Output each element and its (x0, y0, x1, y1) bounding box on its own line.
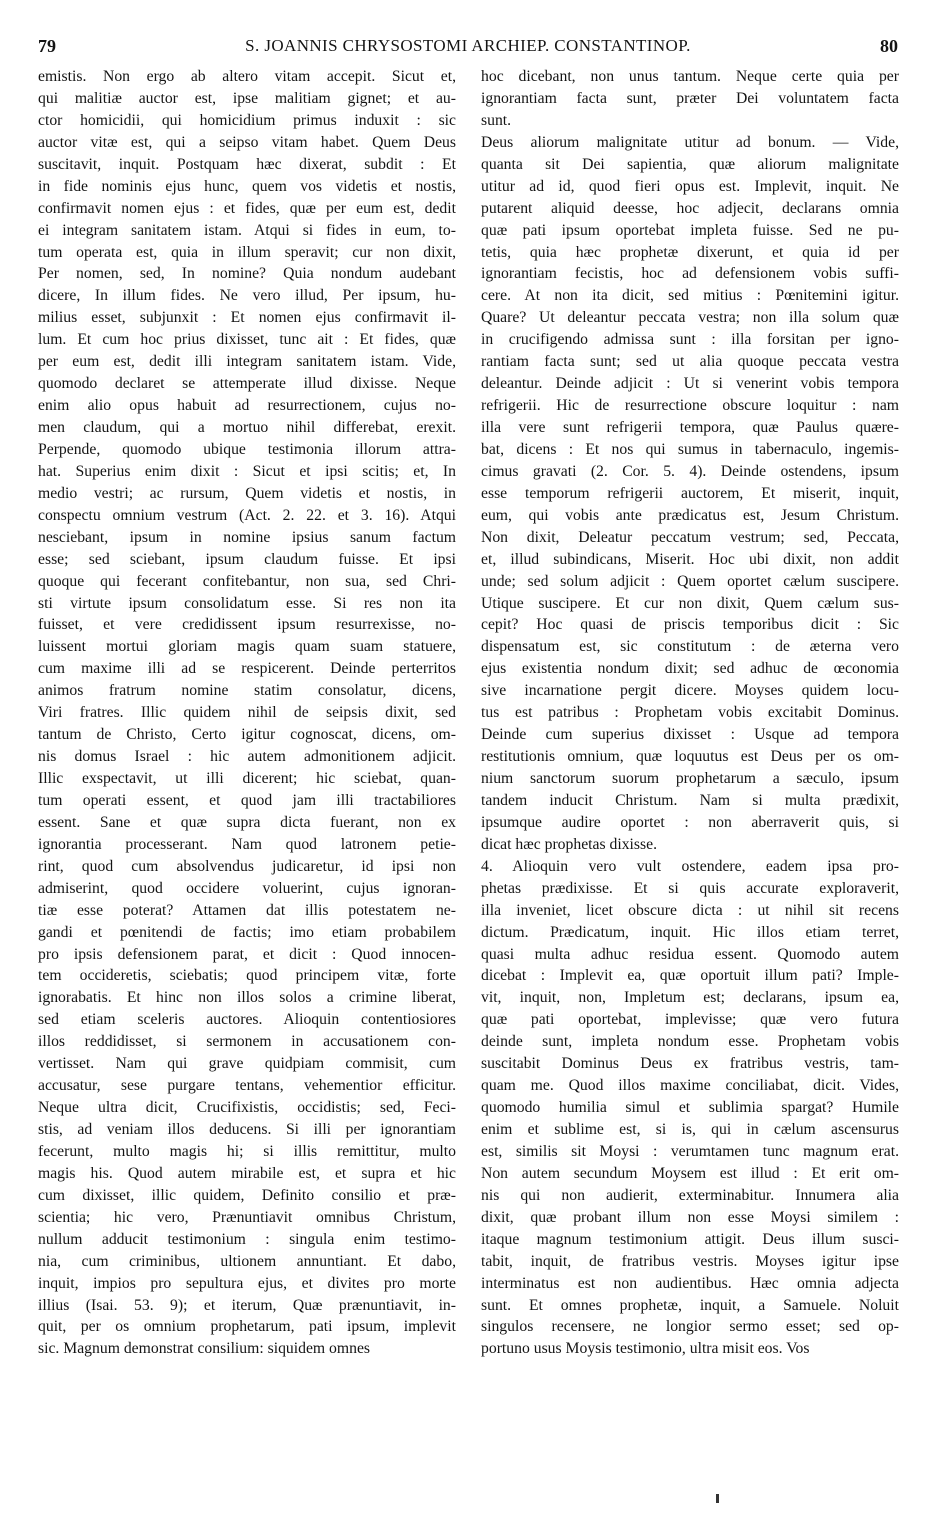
text-line: fecerunt, multo magis hi; si illis remittitur, multo (38, 1142, 456, 1160)
print-mark (716, 1494, 719, 1503)
text-line: tetis, quia hæc prophetæ dixerunt, et quia id per (481, 243, 899, 261)
text-line: esse; sed sciebant, ipsum claudum fuisse. Et ipsi (38, 550, 456, 568)
text-line: sive incarnatione pergit dicere. Moyses quidem locu- (481, 682, 899, 700)
text-line: quoque qui fecerant confitebantur, non sua, sed Chri- (38, 572, 456, 590)
text-line: ignorantia processerant. Nam quod latronem petie- (38, 835, 456, 853)
text-line: putarent aliquid deesse, hoc adjecit, declarans omnia (481, 199, 899, 217)
text-line: cere. At non ita dicit, sed mitius : Pœnitemini igitur. (481, 287, 899, 305)
text-line: nis domus Israel : hic autem admonitionem adjicit. (38, 748, 456, 766)
text-line: tabit, inquit, de fratribus vestris. Moyses igitur ipse (481, 1252, 899, 1270)
text-line: sic. Magnum demonstrat consilium: siquidem omnes (38, 1340, 371, 1358)
text-line: rantiam facta sunt; sed ut alia quoque peccata vestra (481, 353, 899, 371)
text-line: rint, quod cum absolvendus judicaretur, id ipsi non (38, 857, 456, 875)
text-line: pro ipsis defensionem parat, et dicit : Quod innocen- (38, 945, 456, 963)
text-line: ignorantiam facta sunt, præter Dei voluntatem facta (481, 89, 899, 107)
text-line: sed etiam sceleris auctores. Alioquin contentiosiores (38, 1011, 456, 1029)
text-line: dictum. Prædicatum, inquit. Hic illos etiam terret, (481, 923, 899, 941)
text-line: dixit, quæ probant illum non esse Moysi similem : (481, 1208, 899, 1226)
text-line: nis qui non audierit, exterminabitur. Innumera alia (481, 1186, 899, 1204)
page-number-left: 79 (38, 36, 56, 56)
text-line: et, illud subindicans, Miserit. Hoc ubi dixit, non addit (481, 550, 899, 568)
text-line: itaque magnum testimonium attigit. Deus illum susci- (481, 1230, 899, 1248)
text-line: dicebat : Implevit ea, quæ oportuit illum pati? Imple- (481, 967, 899, 985)
text-line: in fide nominis ejus hunc, quem vos videtis et nostis, (38, 177, 456, 195)
text-line: dicere, In illum fides. Ne vero illud, Per ipsum, hu- (38, 287, 456, 305)
text-line: tem occideretis, sciebatis; quod principem vitæ, forte (38, 967, 456, 985)
text-line: qui malitiæ auctor est, ipse malitiam gignet; et au- (38, 89, 456, 107)
text-line: singulos recensere, ne longior sermo esset; sed op- (481, 1318, 899, 1336)
text-line: tum operata est, quia in illum speravit; cur non dixit, (38, 243, 456, 261)
text-line: Deus aliorum malignitate utitur ad bonum. — Vide, (481, 133, 899, 151)
running-title: S. JOANNIS CHRYSOSTOMI ARCHIEP. CONSTANTINOP. (245, 36, 691, 55)
text-line: per eum est, dedit illi integram sanitatem istam. Vide, (38, 353, 456, 371)
text-line: gandi et pœnitendi de factis; imo etiam probabilem (38, 923, 456, 941)
text-line: 4. Alioquin vero vult ostendere, eadem ipsa pro- (481, 857, 899, 875)
text-line: esse temporum refrigerii auctorem, Et miserit, inquit, (481, 484, 899, 502)
text-line: bat, dicens : Et nos qui sumus in tabernaculo, ingemis- (481, 440, 899, 458)
text-line: quæ pati oportebat, implevisse; quæ vero futura (481, 1011, 899, 1029)
text-line: tum operati essent, et quod jam illi tractabiliores (38, 791, 456, 809)
text-line: fuisset, et vere credidissent ipsum resurrexisse, no- (38, 616, 456, 634)
text-line: inquit, impios pro sepultura ejus, et divites pro morte (38, 1274, 456, 1292)
text-line: restitutionis omnium, quæ loquutus est Deus per os om- (481, 748, 899, 766)
text-line: essent. Sane et quæ supra dicta fuerant, non ex (38, 813, 456, 831)
text-line: sunt. Et omnes prophetæ, inquit, a Samuele. Noluit (481, 1296, 899, 1314)
text-line: portuno usus Moysis testimonio, ultra misit eos. Vos (481, 1340, 810, 1358)
running-header (38, 36, 898, 62)
text-line: Per nomen, sed, In nomine? Quia nondum audebant (38, 265, 456, 283)
text-line: quomodo declaret se attemperate illud dixisse. Neque (38, 375, 456, 393)
text-line: Neque ultra dicit, Crucifixistis, occidistis; sed, Feci- (38, 1099, 456, 1117)
page-number-right: 80 (880, 36, 898, 56)
text-line: hoc dicebant, non unus tantum. Neque certe quia per (481, 68, 899, 85)
text-line: ignorabatis. Et hinc non illos solos a crimine liberat, (38, 989, 456, 1007)
text-line: quasi multa adhuc residua essent. Quomodo autem (481, 945, 899, 963)
text-line: luissent mortui gloriam magis quam suam statuere, (38, 638, 456, 656)
text-line: conspectu omnium vestrum (Act. 2. 22. et 3. 16). Atqui (38, 506, 456, 524)
text-line: stis, ad veniam illos deducens. Si illi per ignorantiam (38, 1121, 456, 1138)
text-line: nesciebant, ipsum in nomine ipsius sanum factum (38, 528, 456, 546)
text-line: sunt. (481, 111, 512, 129)
text-line: Non dixit, Deleatur peccatum vestrum; sed, Peccata, (481, 528, 899, 546)
text-line: medio vestri; ac rursum, Quem videtis et nostis, in (38, 484, 456, 502)
text-line: dicat hæc prophetas dixisse. (481, 835, 658, 853)
text-line: scientia; hic vero, Prænuntiavit omnibus Christum, (38, 1208, 456, 1226)
text-line: Perpende, quomodo ubique testimonia illorum attra- (38, 440, 456, 458)
text-line: enim et sublime est, si is, qui in cælum ascensurus (481, 1121, 899, 1138)
text-line: quomodo humilia simul et sublimia spargat? Humile (481, 1099, 899, 1117)
text-line: emistis. Non ergo ab altero vitam accepit. Sicut et, (38, 68, 456, 85)
text-line: suscitabit Dominus Deus ex fratribus vestris, tam- (481, 1055, 899, 1073)
text-line: vertisset. Nam qui grave quidpiam commisit, cum (38, 1055, 456, 1073)
text-line: quanta sit Dei sapientia, quæ aliorum malignitate (481, 155, 899, 173)
text-line: tantum de Christo, Certo igitur cognoscat, dicens, om- (38, 726, 456, 744)
text-line: illa vere sunt refrigerii tempora, quæ Paulus quære- (481, 419, 899, 436)
text-line: accusatur, sese purgare tentans, vehementior efficitur. (38, 1077, 456, 1095)
text-line: Viri fratres. Illic quidem nihil de seipsis dixit, sed (38, 704, 456, 722)
text-line: deinde sunt, impleta nondum esse. Prophetam vobis (481, 1033, 899, 1051)
text-line: nia, cum criminibus, ultionem annuntiant. Et dabo, (38, 1252, 456, 1270)
text-line: in crucifigendo admissa sunt : illa forsitan per igno- (481, 331, 899, 349)
text-line: illa inveniet, licet obscure dicta : ut nihil sit recens (481, 901, 899, 919)
right-text-column (481, 66, 899, 1360)
text-line: quam me. Quod illos maxime conciliabat, dicit. Vides, (481, 1077, 899, 1095)
text-line: eum, qui vobis ante prædicatus est, Jesum Christum. (481, 506, 899, 524)
text-line: ignorantiam fecistis, hoc ad defensionem vobis suffi- (481, 265, 899, 283)
text-line: magis his. Quod autem mirabile est, et supra et hic (38, 1164, 456, 1182)
text-line: cimus gravati (2. Cor. 5. 4). Deinde ostendens, ipsum (481, 462, 899, 480)
text-line: milius esset, subjunxit : Et nomen ejus confirmavit il- (38, 309, 456, 327)
text-line: men claudum, qui a mortuo nihil differebat, erexit. (38, 419, 456, 436)
text-line: vit, inquit, non, Impletum est; declarans, ipsum ea, (481, 989, 899, 1007)
left-text-column (38, 66, 456, 1360)
text-line: confirmavit nomen ejus : et fides, quæ per eum est, dedit (38, 199, 456, 217)
text-line: nullum adducit testimonium : singula enim testimo- (38, 1230, 456, 1248)
text-line: lum. Et cum hoc prius dixisset, tunc ait : Et fides, quæ (38, 331, 456, 349)
text-line: refrigerii. Hic de resurrectione obscure loquitur : nam (481, 397, 899, 415)
text-line: cum maxime illi ad se respicerent. Deinde perterritos (38, 660, 456, 678)
text-line: ctor homicidii, qui homicidium primus induxit : sic (38, 111, 456, 129)
text-line: illos reddidisset, si sermonem in accusationem con- (38, 1033, 456, 1051)
text-line: Non autem secundum Moysem est illud : Et erit om- (481, 1164, 899, 1182)
text-line: quæ pati ipsum oportebat impleta fuisse. Sed ne pu- (481, 221, 899, 239)
text-line: tus est patribus : Prophetam vobis excitabit Dominus. (481, 704, 899, 722)
text-line: Utique suscipere. Et cur non dixit, Quem cælum sus- (481, 594, 899, 612)
text-line: ei integram sanitatem istam. Atqui si fides in eum, to- (38, 221, 456, 239)
text-line: ejus existentia nondum dixit; sed adhuc de œconomia (481, 660, 899, 678)
text-line: utitur ad id, quod fieri opus est. Implevit, inquit. Ne (481, 177, 899, 195)
text-line: Deinde cum superius dixisset : Usque ad tempora (481, 726, 899, 744)
text-line: Quare? Ut deleantur peccata vestra; non illa solum quæ (481, 309, 899, 327)
text-line: nium sanctorum suorum prophetarum a sæculo, ipsum (481, 770, 899, 787)
text-line: illius (Isai. 53. 9); et iterum, Quæ prænuntiavit, in- (38, 1296, 456, 1314)
text-line: hat. Superius enim dixit : Sicut et ipsi scitis; et, In (38, 462, 456, 480)
text-line: admiserint, quod occidere voluerint, cujus ignoran- (38, 879, 456, 897)
text-line: auctor vitæ est, qui a seipso vitam habet. Quem Deus (38, 133, 456, 151)
text-line: Illic exspectavit, ut illi dicerent; hic sciebat, quan- (38, 770, 456, 787)
text-line: phetas prædixisse. Et si quis accurate exploraverit, (481, 879, 899, 897)
text-line: tiæ esse poterat? Attamen dat illis potestatem ne- (38, 901, 456, 919)
text-line: quit, per os omnium prophetarum, pati ipsum, implevit (38, 1318, 456, 1336)
text-line: ipsumque audire oportet : non aberraverit quis, si (481, 813, 899, 831)
text-line: cum dixisset, illic quidem, Definito consilio et præ- (38, 1186, 456, 1204)
text-line: sti virtute ipsum consolidatum esse. Si res non ita (38, 594, 456, 612)
text-line: enim alio opus habuit ad resurrectionem, cujus no- (38, 397, 456, 415)
text-line: unde; sed solum adjicit : Quem oportet cælum suscipere. (481, 572, 899, 590)
text-line: suscitavit, inquit. Postquam hæc dixerat, subdit : Et (38, 155, 456, 173)
text-line: cepit? Hoc quasi de priscis temporibus dicit : Sic (481, 616, 899, 634)
text-line: animos fratrum nomine statim consolatur, dicens, (38, 682, 456, 700)
text-line: interminatus est non audientibus. Hæc omnia adjecta (481, 1274, 899, 1292)
text-line: dispensatum est, sic constitutum : de æterna vero (481, 638, 899, 656)
text-line: est, similis sit Moysi : verumtamen tunc magnum erat. (481, 1142, 899, 1160)
text-line: tandem inducit Christum. Nam si multa prædixit, (481, 791, 899, 809)
text-line: deleantur. Deinde adjicit : Ut si venerint vobis tempora (481, 375, 899, 393)
